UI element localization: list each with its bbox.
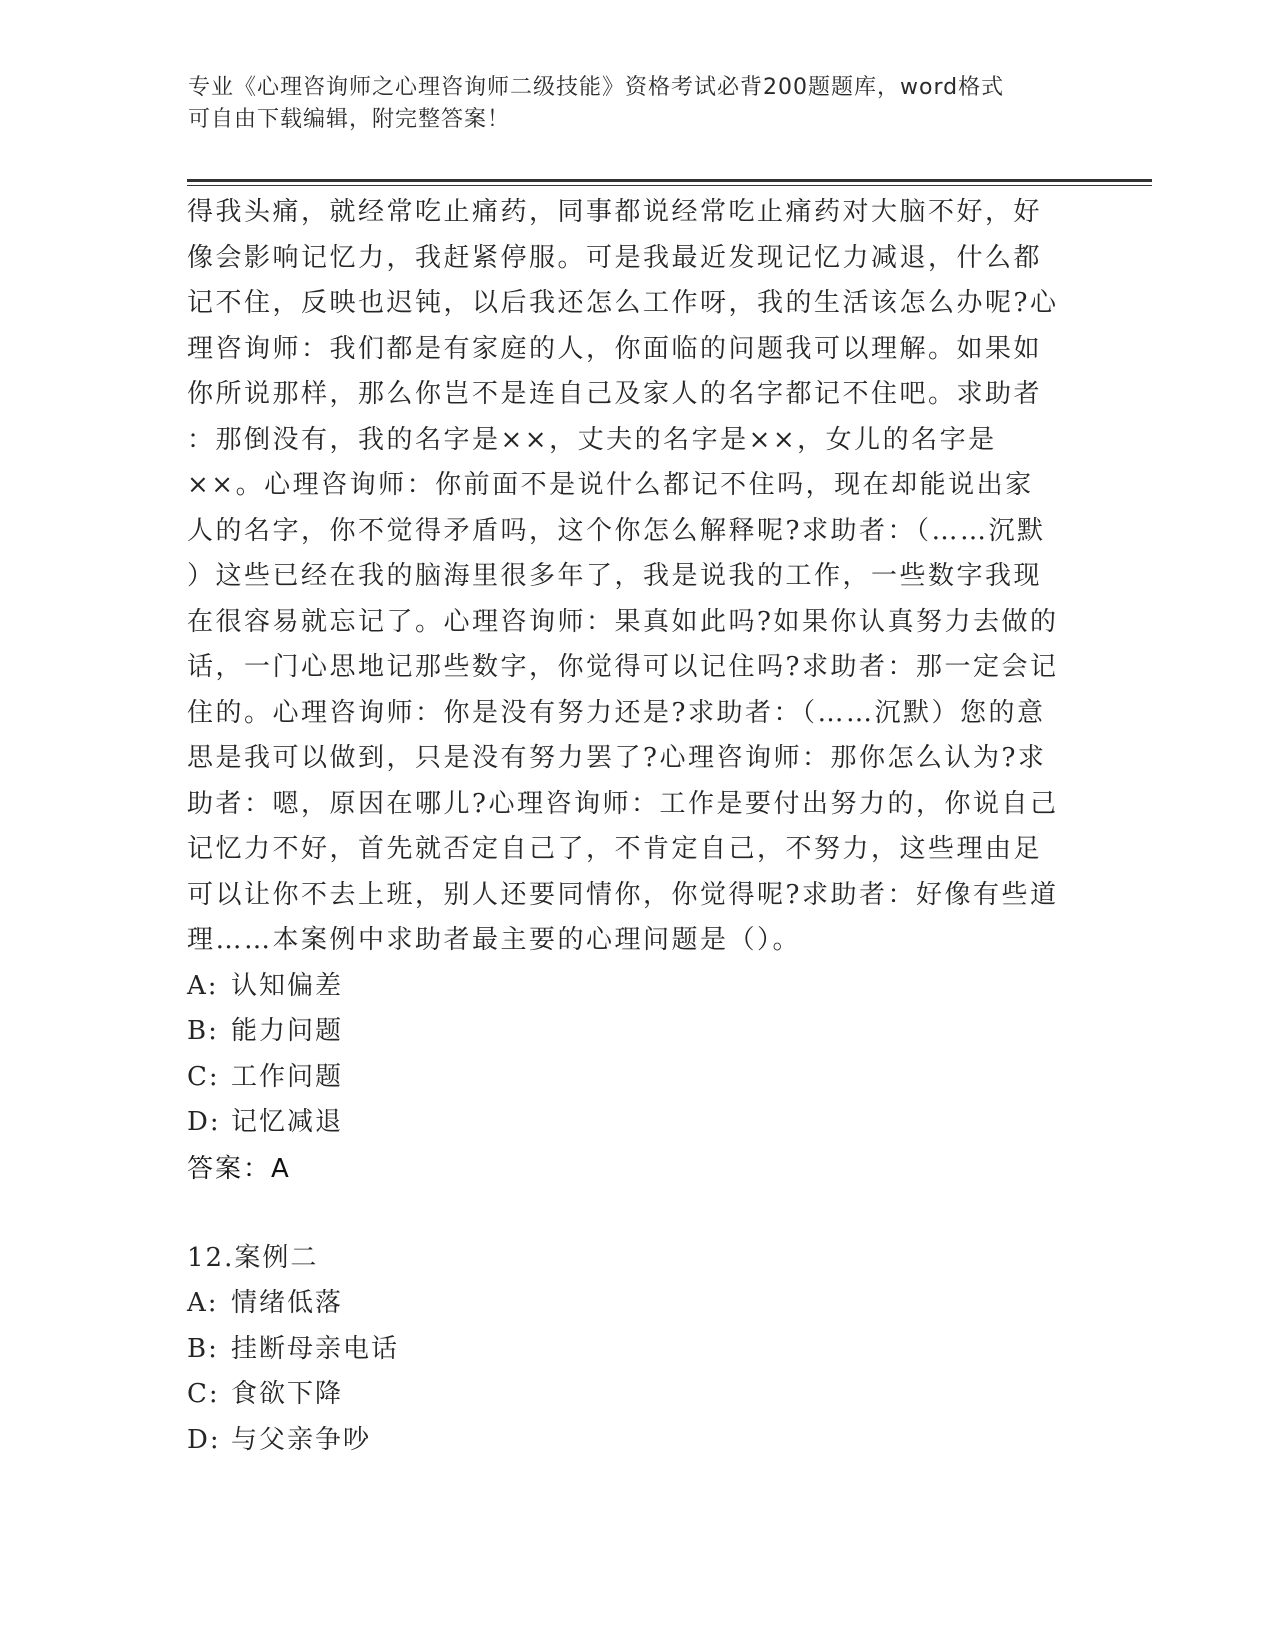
option-letter: D: xyxy=(187,1424,221,1455)
passage-line: 像会影响记忆力，我赶紧停服。可是我最近发现记忆力减退，什么都 xyxy=(187,242,1043,273)
question-12-title: 12.案例二 xyxy=(187,1242,319,1273)
passage-line: 可以让你不去上班，别人还要同情你，你觉得呢?求助者：好像有些道 xyxy=(187,879,1059,910)
option-b xyxy=(187,1009,1087,1055)
option-letter: C: xyxy=(187,1379,220,1409)
passage-line: 话，一门心思地记那些数字，你觉得可以记住吗?求助者：那一定会记 xyxy=(187,652,1059,682)
option-c xyxy=(187,1055,1087,1101)
option-text: 认知偏差 xyxy=(231,970,344,1001)
option-a xyxy=(187,964,1087,1010)
header-line-2: 可自由下载编辑，附完整答案！ xyxy=(188,107,511,132)
option-c xyxy=(187,1372,1087,1418)
option-d xyxy=(187,1418,1087,1464)
header-divider-thin xyxy=(187,185,1152,186)
option-letter: A: xyxy=(187,1288,219,1318)
option-text: 工作问题 xyxy=(231,1061,344,1092)
passage-line: ）这些已经在我的脑海里很多年了，我是说我的工作，一些数字我现 xyxy=(187,561,1043,591)
option-letter: D: xyxy=(187,1107,221,1137)
option-letter: B: xyxy=(187,1016,219,1046)
question-11-passage xyxy=(187,190,1087,964)
spacer xyxy=(187,1192,1087,1236)
page-content xyxy=(187,190,1087,1463)
question-11-options xyxy=(187,964,1087,1146)
document-header xyxy=(188,72,1068,136)
option-text: 记忆减退 xyxy=(231,1107,344,1137)
option-text: 挂断母亲电话 xyxy=(231,1333,400,1364)
header-divider-thick xyxy=(187,179,1152,182)
option-letter: A: xyxy=(187,970,219,1001)
question-12-options xyxy=(187,1281,1087,1463)
passage-line: 得我头痛，就经常吃止痛药，同事都说经常吃止痛药对大脑不好，好 xyxy=(187,197,1043,227)
header-line-1: 专业《心理咨询师之心理咨询师二级技能》资格考试必背200题题库，word格式 xyxy=(188,75,1005,100)
option-text: 情绪低落 xyxy=(231,1288,344,1318)
passage-line: 助者：嗯，原因在哪儿?心理咨询师：工作是要付出努力的，你说自己 xyxy=(187,788,1059,819)
passage-line: ××。心理咨询师：你前面不是说什么都记不住吗，现在却能说出家 xyxy=(187,470,1034,500)
option-letter: C: xyxy=(187,1061,220,1092)
option-text: 与父亲争吵 xyxy=(231,1424,372,1455)
passage-line: ：那倒没有，我的名字是××，丈夫的名字是××，女儿的名字是 xyxy=(187,424,997,455)
passage-line: 记忆力不好，首先就否定自己了，不肯定自己，不努力，这些理由足 xyxy=(187,834,1043,864)
passage-line: 思是我可以做到，只是没有努力罢了?心理咨询师：那你怎么认为?求 xyxy=(187,743,1047,773)
option-text: 能力问题 xyxy=(231,1016,344,1046)
option-text: 食欲下降 xyxy=(231,1379,344,1409)
passage-line: 你所说那样，那么你岂不是连自己及家人的名字都记不住吧。求助者 xyxy=(187,379,1043,409)
passage-line: 理咨询师：我们都是有家庭的人，你面临的问题我可以理解。如果如 xyxy=(187,333,1043,364)
option-d xyxy=(187,1100,1087,1146)
option-letter: B: xyxy=(187,1333,219,1364)
passage-line: 理……本案例中求助者最主要的心理问题是（）。 xyxy=(187,925,802,955)
option-a xyxy=(187,1281,1087,1327)
answer-label: 答案：A xyxy=(187,1153,291,1184)
passage-line: 记不住，反映也迟钝，以后我还怎么工作呀，我的生活该怎么办呢?心 xyxy=(187,288,1059,318)
option-b xyxy=(187,1327,1087,1373)
passage-line: 住的。心理咨询师：你是没有努力还是?求助者：（……沉默）您的意 xyxy=(187,697,1046,728)
passage-line: 人的名字，你不觉得矛盾吗，这个你怎么解释呢?求助者：（……沉默 xyxy=(187,515,1046,546)
passage-line: 在很容易就忘记了。心理咨询师：果真如此吗?如果你认真努力去做的 xyxy=(187,606,1059,637)
